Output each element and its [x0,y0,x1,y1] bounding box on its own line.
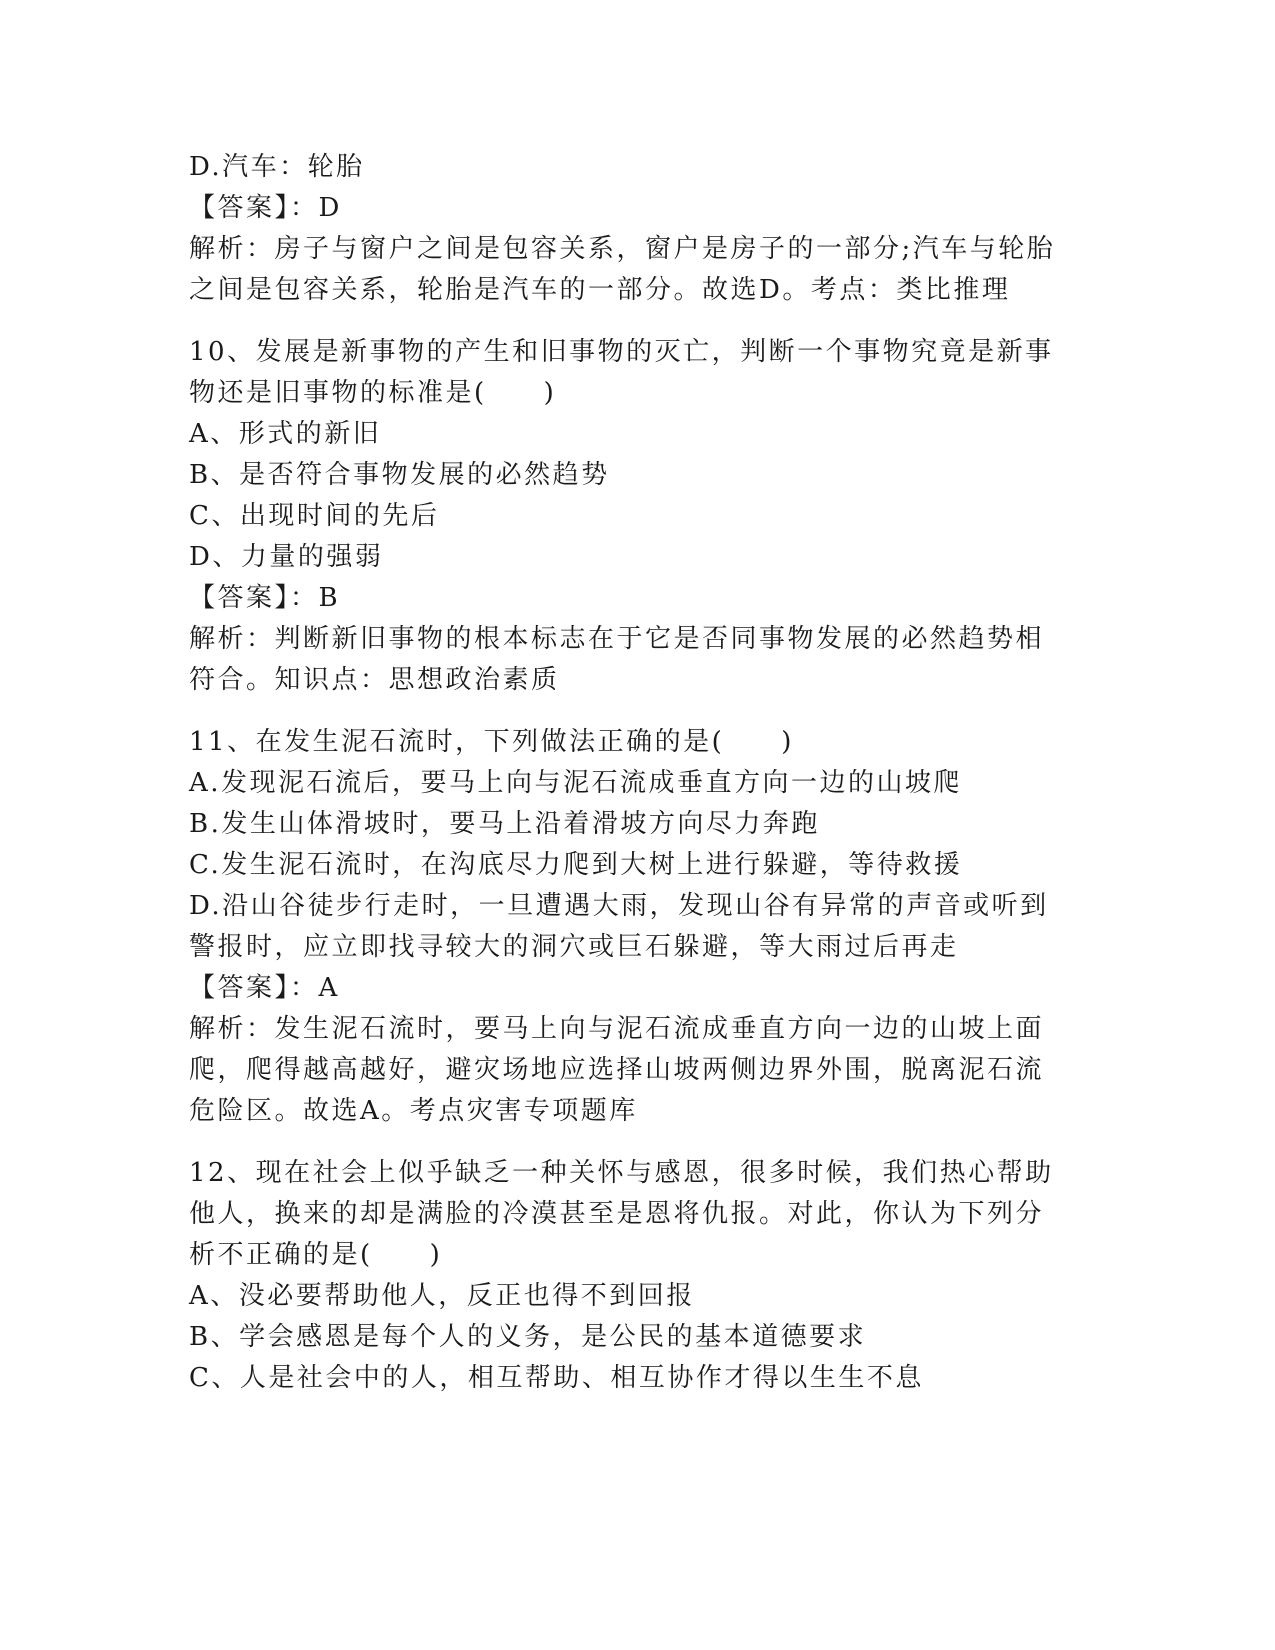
option-line: A、形式的新旧 [189,419,382,449]
explanation-line: 解析：判断新旧事物的根本标志在于它是否同事物发展的必然趋势相 [189,624,1045,654]
explanation-line: 解析：发生泥石流时，要马上向与泥石流成垂直方向一边的山坡上面 [189,1014,1045,1044]
option-line: C、出现时间的先后 [189,501,440,531]
question-line: 他人，换来的却是满脸的冷漠甚至是恩将仇报。对此，你认为下列分 [189,1199,1045,1229]
answer-line: 【答案】：B [189,583,341,613]
option-line: D、力量的强弱 [189,542,384,572]
answer-line: 【答案】：D [189,193,342,223]
option-line: D.沿山谷徒步行走时，一旦遭遇大雨，发现山谷有异常的声音或听到 [189,891,1049,921]
explanation-line: 爬，爬得越高越好，避灾场地应选择山坡两侧边界外围，脱离泥石流 [189,1055,1045,1085]
explanation-line: 之间是包容关系，轮胎是汽车的一部分。故选D。考点：类比推理 [189,275,1011,305]
question-line: 11、在发生泥石流时，下列做法正确的是( ) [189,727,794,757]
option-line: A.发现泥石流后，要马上向与泥石流成垂直方向一边的山坡爬 [189,768,963,798]
explanation-line: 危险区。故选A。考点灾害专项题库 [189,1096,638,1126]
option-line: B、学会感恩是每个人的义务，是公民的基本道德要求 [189,1322,867,1352]
explanation-line: 符合。知识点：思想政治素质 [189,665,560,695]
option-line: A、没必要帮助他人，反正也得不到回报 [189,1281,695,1311]
question-line: 析不正确的是( ) [189,1240,443,1270]
option-line: C、人是社会中的人，相互帮助、相互协作才得以生生不息 [189,1363,924,1393]
option-line: B、是否符合事物发展的必然趋势 [189,460,610,490]
option-line: D.汽车：轮胎 [189,152,365,182]
question-line: 12、现在社会上似乎缺乏一种关怀与感恩，很多时候，我们热心帮助 [189,1158,1054,1188]
question-line: 10、发展是新事物的产生和旧事物的灭亡，判断一个事物究竟是新事 [189,337,1054,367]
explanation-line: 解析：房子与窗户之间是包容关系，窗户是房子的一部分;汽车与轮胎 [189,234,1056,264]
option-line: B.发生山体滑坡时，要马上沿着滑坡方向尽力奔跑 [189,809,820,839]
option-line: C.发生泥石流时，在沟底尽力爬到大树上进行躲避，等待救援 [189,850,963,880]
option-line: 警报时，应立即找寻较大的洞穴或巨石躲避，等大雨过后再走 [189,932,959,962]
question-line: 物还是旧事物的标准是( ) [189,378,557,408]
answer-line: 【答案】：A [189,973,340,1003]
